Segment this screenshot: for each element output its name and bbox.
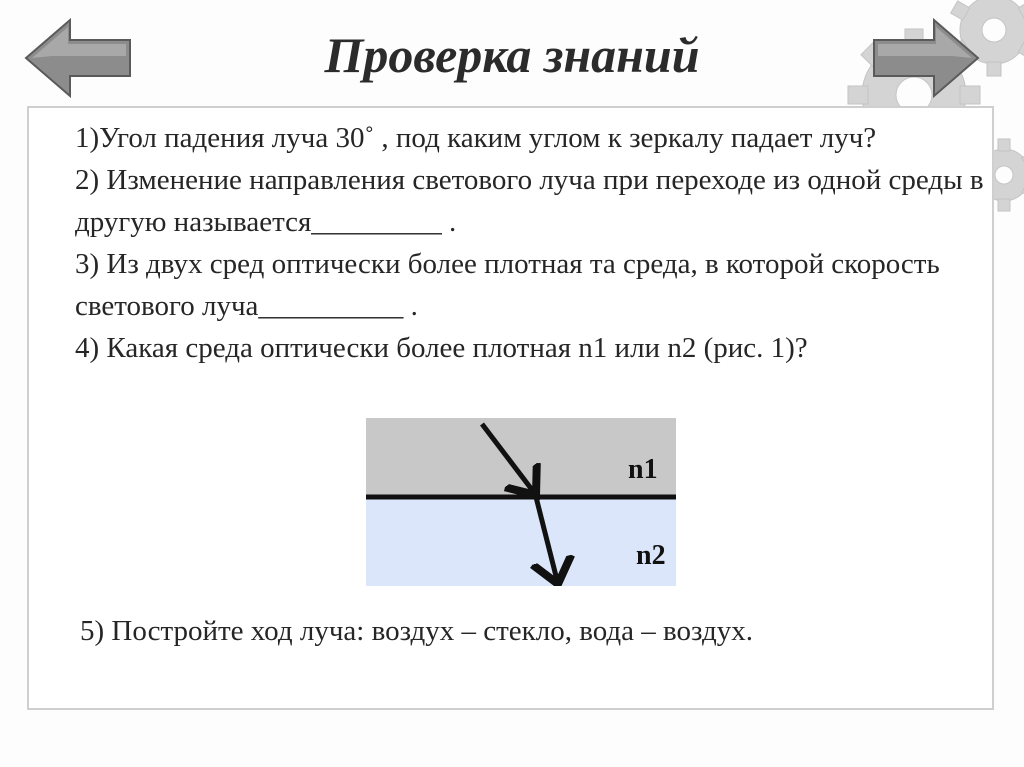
slide-title: Проверка знаний xyxy=(324,27,700,83)
label-n1: n1 xyxy=(628,454,658,485)
question-4: 4) Какая среда оптически более плотная n1 или n2 (рис. 1)? xyxy=(75,332,808,364)
refraction-figure xyxy=(366,418,676,586)
question-1: 1)Угол падения луча 30˚ , под каким углом к зеркалу падает луч? xyxy=(75,122,877,154)
label-n2: n2 xyxy=(636,540,666,571)
question-5: 5) Постройте ход луча: воздух – стекло, вода – воздух. xyxy=(80,615,753,647)
question-list xyxy=(75,117,985,369)
question-3: 3) Из двух сред оптически более плотная та среда, в которой скорость светового луча__________ . xyxy=(75,248,940,322)
medium-n2 xyxy=(366,497,676,586)
question-2: 2) Изменение направления светового луча при переходе из одной среды в другую называется_________ . xyxy=(75,164,984,238)
